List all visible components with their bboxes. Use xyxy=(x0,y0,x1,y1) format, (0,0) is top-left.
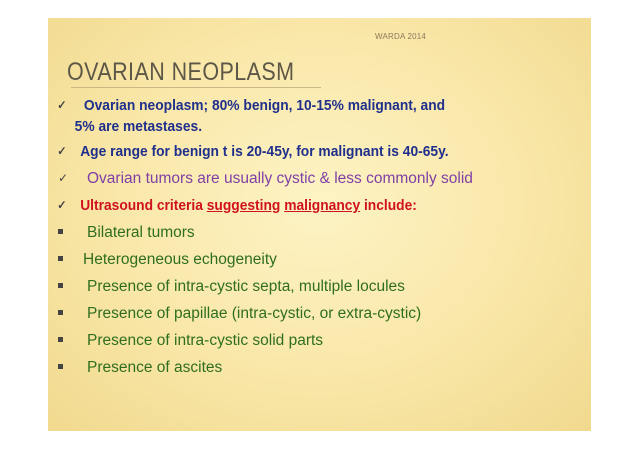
item-text: Ovarian tumors are usually cystic & less commonly solid xyxy=(87,170,473,187)
item-text: Bilateral tumors xyxy=(87,224,195,241)
list-item xyxy=(48,168,591,189)
item-text-underlined: suggesting xyxy=(206,197,281,214)
list-item xyxy=(48,249,591,270)
item-line: 5% are metastases. xyxy=(74,118,203,135)
item-line: Ovarian neoplasm; 80% benign, 10-15% malignant, and xyxy=(83,97,446,114)
item-text-underlined: malignancy xyxy=(284,197,361,214)
square-bullet-icon xyxy=(58,249,63,270)
square-bullet-icon xyxy=(58,276,63,297)
slide xyxy=(48,18,591,431)
item-text: Age range for benign t is 20-45y, for malignant is 40-65y. xyxy=(80,143,449,160)
list-item xyxy=(48,330,591,351)
bullet-list xyxy=(48,95,591,384)
list-item xyxy=(48,95,548,137)
title-underline xyxy=(71,87,321,88)
list-item xyxy=(48,222,591,243)
list-item xyxy=(48,195,548,216)
list-item xyxy=(48,141,548,162)
item-text: include: xyxy=(360,197,417,214)
square-bullet-icon xyxy=(58,357,63,378)
item-text: Presence of ascites xyxy=(87,359,223,376)
item-text: Presence of intra-cystic septa, multiple locules xyxy=(87,278,405,295)
checkmark-icon: ✓ xyxy=(57,144,67,158)
item-text: Heterogeneous echogeneity xyxy=(83,251,277,268)
checkmark-icon: ✓ xyxy=(58,171,69,185)
item-text: Ultrasound criteria xyxy=(80,197,207,214)
square-bullet-icon xyxy=(58,303,63,324)
item-text: Presence of papillae (intra-cystic, or extra-cystic) xyxy=(87,305,422,322)
checkmark-icon: ✓ xyxy=(57,98,67,112)
square-bullet-icon xyxy=(58,330,63,351)
list-item xyxy=(48,303,591,324)
square-bullet-icon xyxy=(58,222,63,243)
header-text: WARDA 2014 xyxy=(375,32,427,41)
list-item xyxy=(48,357,591,378)
slide-title: OVARIAN NEOPLASM xyxy=(67,58,295,86)
item-text: Presence of intra-cystic solid parts xyxy=(87,332,324,349)
checkmark-icon: ✓ xyxy=(57,198,67,212)
list-item xyxy=(48,276,591,297)
